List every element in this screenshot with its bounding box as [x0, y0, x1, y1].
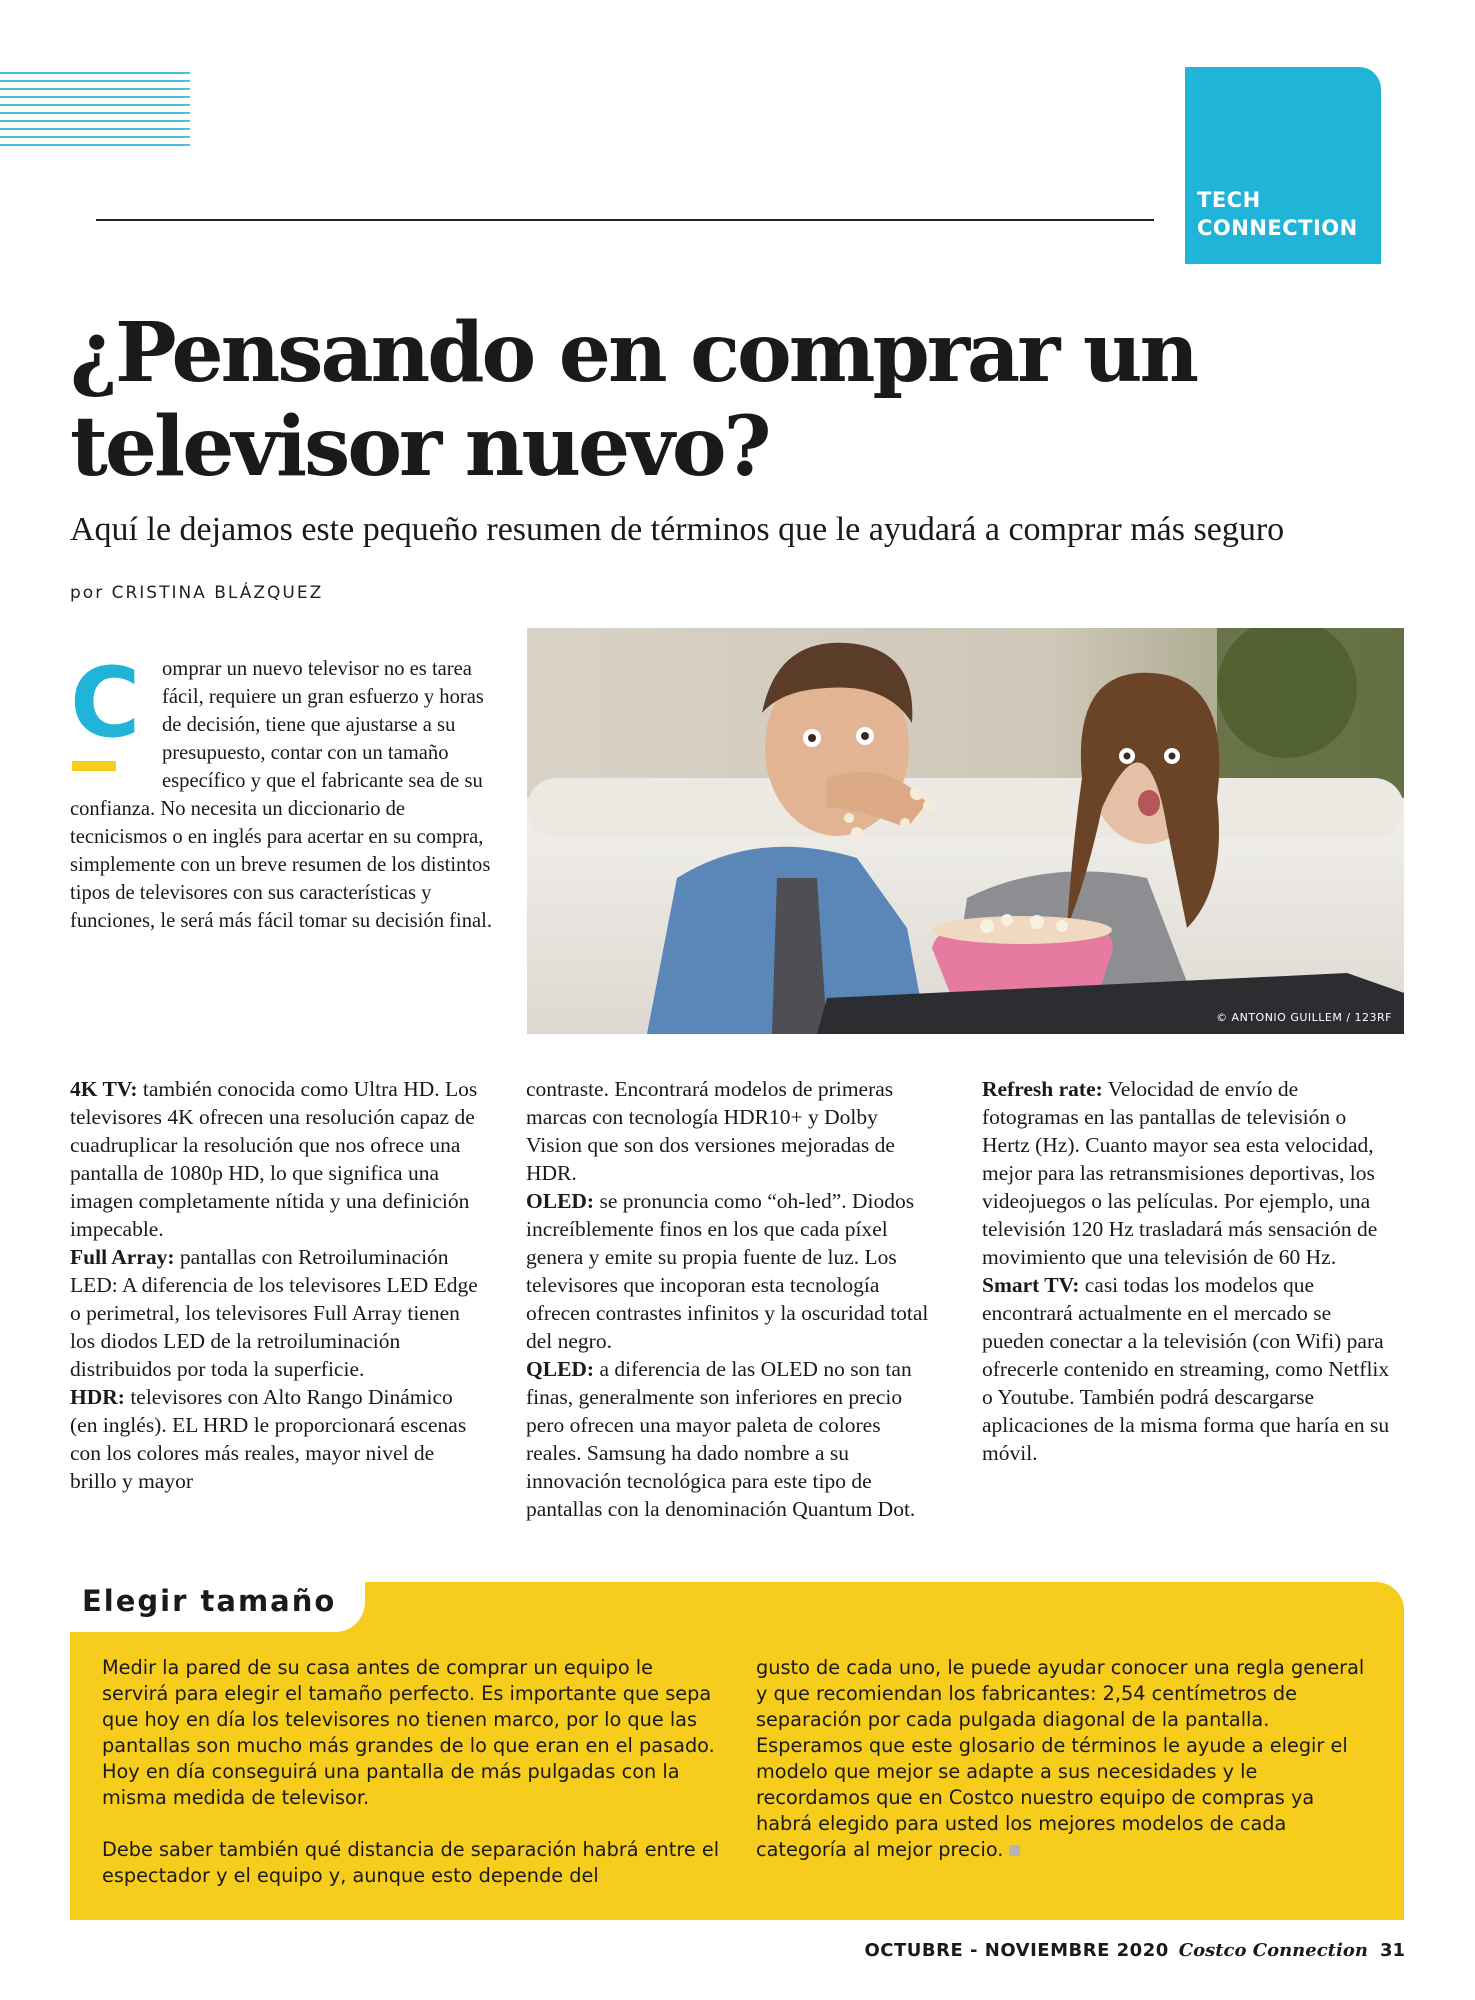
sidebar-paragraph: Medir la pared de su casa antes de comprar un equipo le servirá para elegir el tamaño perfecto. Es importante que sepa que hoy en día los televisores no tienen marco, por lo que las pantallas son mucho más grandes de lo que eran en el pasado. Hoy en día conseguirá una pantalla de más pulgadas con la misma medida de televisor. — [102, 1656, 715, 1809]
section-label-line1: TECH — [1197, 188, 1261, 212]
term-label: QLED: — [526, 1357, 595, 1381]
byline: por CRISTINA BLÁZQUEZ — [70, 583, 324, 603]
magazine-name: Costco Connection — [1178, 1940, 1368, 1961]
dropcap-letter: C — [70, 647, 141, 759]
glossary-entry-4k — [70, 1075, 482, 1243]
glossary-entry-smart-tv — [982, 1271, 1394, 1467]
section-label — [1197, 186, 1358, 242]
page-footer — [865, 1940, 1406, 1961]
photo-credit: © ANTONIO GUILLEM / 123RF — [1216, 1011, 1392, 1024]
photo-couple-watching-tv — [527, 628, 1404, 1034]
term-label: Smart TV: — [982, 1273, 1080, 1297]
decorative-stripes — [0, 72, 190, 150]
end-of-article-icon — [1009, 1845, 1020, 1856]
sidebar-paragraph-text: Esperamos que este glosario de términos le ayude a elegir el modelo que mejor se adapte a sus necesidades y le recordamos que en Costco nuestro equipo de compras ya habrá elegido para usted los mejores modelos de cada categoría al mejor precio. — [756, 1734, 1348, 1861]
term-label: 4K TV: — [70, 1077, 138, 1101]
page-number: 31 — [1379, 1940, 1405, 1961]
term-label: OLED: — [526, 1189, 595, 1213]
glossary-column-3 — [982, 1075, 1394, 1467]
dropcap-underline — [72, 761, 116, 771]
sidebar-box-title: Elegir tamaño — [82, 1584, 337, 1618]
term-definition: televisores con Alto Rango Dinámico (en inglés). EL HRD le proporcionará escenas con los colores más reales, mayor nivel de brillo y mayor — [70, 1385, 467, 1493]
term-label: Refresh rate: — [982, 1077, 1103, 1101]
term-definition: Velocidad de envío de fotogramas en las pantallas de televisión o Hertz (Hz). Cuanto mayor sea esta velocidad, mejor para las retransmisiones deportivas, los videojuegos o las películas. Por ejemplo, una televisión 120 Hz trasladará más sensación de movimiento que una televisión de 60 Hz. — [982, 1077, 1378, 1269]
sidebar-paragraph-final — [756, 1733, 1376, 1863]
issue-date: OCTUBRE - NOVIEMBRE 2020 — [864, 1940, 1169, 1961]
header-rule — [96, 219, 1154, 221]
term-label: HDR: — [70, 1385, 125, 1409]
photo-illustration — [527, 628, 1404, 1034]
section-tab — [1185, 67, 1381, 264]
sidebar-paragraph: gusto de cada uno, le puede ayudar conocer una regla general y que recomiendan los fabricantes: 2,54 centímetros de separación por cada pulgada diagonal de la pantalla. — [756, 1656, 1365, 1731]
sidebar-box-column-1 — [102, 1655, 722, 1915]
glossary-column-2 — [526, 1075, 938, 1523]
section-label-line2: CONNECTION — [1197, 216, 1358, 240]
glossary-entry-qled — [526, 1355, 938, 1523]
term-label: Full Array: — [70, 1245, 175, 1269]
glossary-entry-oled — [526, 1187, 938, 1355]
glossary-entry-full-array — [70, 1243, 482, 1383]
subtitle: Aquí le dejamos este pequeño resumen de términos que le ayudará a comprar más seguro — [70, 511, 1285, 548]
sidebar-paragraph: Debe saber también qué distancia de separación habrá entre el espectador y el equipo y, aunque esto depende del — [102, 1838, 720, 1887]
term-definition: casi todas los modelos que encontrará actualmente en el mercado se pueden conectar a la televisión (con Wifi) para ofrecerle contenido en streaming, como Netflix o Youtube. También podrá descargarse aplicaciones de la misma forma que haría en su móvil. — [982, 1273, 1390, 1465]
term-definition: se pronuncia como “oh-led”. Diodos increíblemente finos en los que cada píxel genera y emite su propia fuente de luz. Los televisores que incoporan esta tecnología ofrecen contrastes infinitos y la oscuridad total del negro. — [526, 1189, 929, 1353]
term-definition: a diferencia de las OLED no son tan finas, generalmente son inferiores en precio pero ofrecen una mayor paleta de colores reales. Samsung ha dado nombre a su innovación tecnológica para este tipo de pantallas con la denominación Quantum Dot. — [526, 1357, 916, 1521]
term-definition: pantallas con Retroiluminación LED: A diferencia de los televisores LED Edge o perimetral, los televisores Full Array tienen los diodos LED de la retroiluminación distribuidos por toda la superficie. — [70, 1245, 478, 1381]
intro-text: omprar un nuevo televisor no es tarea fácil, requiere un gran esfuerzo y horas de decisión, tiene que ajustarse a su presupuesto, contar con un tamaño específico y que el fabricante sea de su confianza. No necesita un diccionario de tecnicismos o en inglés para acertar en su compra, simplemente con un breve resumen de los distintos tipos de televisores con sus características y funciones, le será más fácil tomar su decisión final. — [70, 658, 493, 932]
intro-paragraph — [70, 647, 506, 935]
term-definition: también conocida como Ultra HD. Los televisores 4K ofrecen una resolución capaz de cuadruplicar la resolución que nos ofrece una pantalla de 1080p HD, lo que significa una imagen completamente nítida y una definición impecable. — [70, 1077, 478, 1241]
headline: ¿Pensando en comprar un televisor nuevo? — [70, 305, 1197, 495]
sidebar-box-column-2 — [756, 1655, 1376, 1889]
glossary-entry-hdr-continued: contraste. Encontrará modelos de primeras marcas con tecnología HDR10+ y Dolby Vision que son dos versiones mejoradas de HDR. — [526, 1077, 895, 1185]
glossary-entry-refresh-rate — [982, 1075, 1394, 1271]
glossary-column-1 — [70, 1075, 482, 1495]
glossary-entry-hdr — [70, 1383, 482, 1495]
dropcap — [70, 647, 162, 769]
